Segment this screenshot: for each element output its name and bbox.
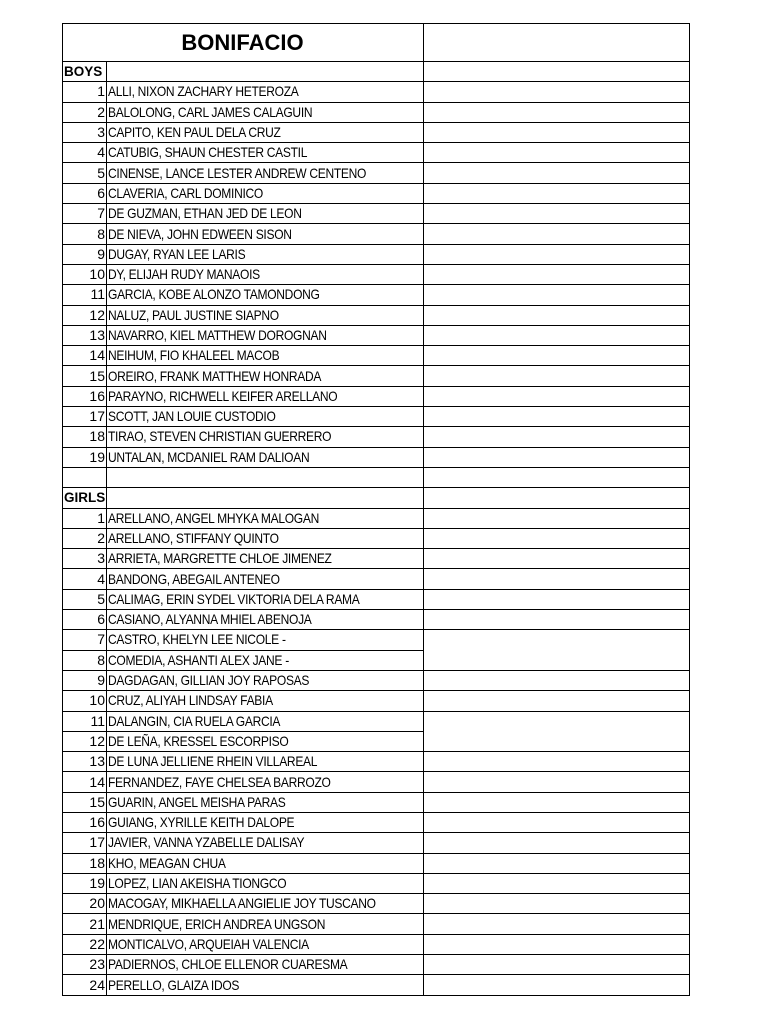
student-name: UNTALAN, MCDANIEL RAM DALIOAN [108,448,310,465]
student-name: PARAYNO, RICHWELL KEIFER ARELLANO [108,387,338,404]
table-row [63,143,690,163]
table-row [63,528,690,548]
row-number: 7 [63,630,107,650]
boys-label: BOYS [63,62,107,82]
student-name-cell [107,549,424,569]
row-number: 17 [63,833,107,853]
student-name-cell [107,102,424,122]
table-row [63,346,690,366]
row-number: 18 [63,427,107,447]
table-row [63,975,690,995]
row-number: 20 [63,894,107,914]
blank-cell [424,264,690,284]
row-number: 3 [63,549,107,569]
section-title: BONIFACIO [63,24,424,62]
blank-cell [424,975,690,995]
blank-cell [107,62,424,82]
student-name-cell [107,731,424,751]
row-number: 21 [63,914,107,934]
table-row [63,427,690,447]
blank-cell [424,204,690,224]
row-number: 15 [63,792,107,812]
table-row [63,711,690,731]
student-name: DE LEÑA, KRESSEL ESCORPISO [108,732,289,749]
row-number: 1 [63,82,107,102]
row-number: 4 [63,569,107,589]
student-name: DE GUZMAN, ETHAN JED DE LEON [108,205,302,222]
table-row [63,204,690,224]
student-name: NALUZ, PAUL JUSTINE SIAPNO [108,306,279,323]
row-number: 12 [63,731,107,751]
blank-cell [424,407,690,427]
table-row [63,224,690,244]
student-name: DAGDAGAN, GILLIAN JOY RAPOSAS [108,672,310,689]
blank-cell [424,670,690,690]
student-name-cell [107,610,424,630]
student-name-cell [107,975,424,995]
student-name-cell [107,792,424,812]
table-row [63,549,690,569]
row-number: 5 [63,589,107,609]
student-name-cell [107,691,424,711]
student-name: LOPEZ, LIAN AKEISHA TIONGCO [108,875,287,892]
row-number: 1 [63,508,107,528]
blank-cell [424,752,690,772]
table-row [63,914,690,934]
student-name-cell [107,224,424,244]
student-name: DE LUNA JELLIENE RHEIN VILLAREAL [108,753,318,770]
blank-cell [424,630,690,650]
table-row [63,670,690,690]
row-number: 19 [63,873,107,893]
table-row [63,183,690,203]
blank-cell [424,914,690,934]
blank-cell [424,711,690,731]
student-name-cell [107,914,424,934]
table-row [63,792,690,812]
boys-header-row [63,62,690,82]
blank-cell [424,386,690,406]
student-name-cell [107,183,424,203]
student-name: PERELLO, GLAIZA IDOS [108,976,240,993]
table-row [63,691,690,711]
girls-label: GIRLS [63,488,107,508]
spacer-row [63,467,690,487]
student-name-cell [107,853,424,873]
blank-cell [424,183,690,203]
row-number: 14 [63,772,107,792]
student-name-cell [107,122,424,142]
row-number: 9 [63,244,107,264]
student-name: NEIHUM, FIO KHALEEL MACOB [108,347,280,364]
table-row [63,752,690,772]
student-name: JAVIER, VANNA YZABELLE DALISAY [108,834,305,851]
student-name-cell [107,264,424,284]
blank-cell [424,610,690,630]
student-name-cell [107,589,424,609]
table-row [63,955,690,975]
table-row [63,366,690,386]
blank-cell [424,488,690,508]
student-name: DE NIEVA, JOHN EDWEEN SISON [108,225,292,242]
student-name: CAPITO, KEN PAUL DELA CRUZ [108,124,281,141]
table-row [63,894,690,914]
student-name-cell [107,143,424,163]
blank-cell [424,853,690,873]
student-name: GARCIA, KOBE ALONZO TAMONDONG [108,286,320,303]
row-number: 3 [63,122,107,142]
row-number: 15 [63,366,107,386]
student-name: MACOGAY, MIKHAELLA ANGIELIE JOY TUSCANO [108,895,376,912]
blank-cell [107,467,424,487]
row-number: 24 [63,975,107,995]
table-row [63,264,690,284]
blank-cell [424,143,690,163]
table-row [63,244,690,264]
table-row [63,305,690,325]
student-name: FERNANDEZ, FAYE CHELSEA BARROZO [108,773,331,790]
student-name: MENDRIQUE, ERICH ANDREA UNGSON [108,915,326,932]
blank-cell [424,82,690,102]
student-name: PADIERNOS, CHLOE ELLENOR CUARESMA [108,956,348,973]
title-row [63,24,690,62]
student-name-cell [107,427,424,447]
student-name: CASIANO, ALYANNA MHIEL ABENOJA [108,611,312,628]
row-number: 17 [63,407,107,427]
student-name: KHO, MEAGAN CHUA [108,854,226,871]
table-row [63,772,690,792]
blank-cell [424,549,690,569]
student-name: CALIMAG, ERIN SYDEL VIKTORIA DELA RAMA [108,590,360,607]
blank-cell [424,447,690,467]
student-name: BANDONG, ABEGAIL ANTENEO [108,570,280,587]
student-name-cell [107,650,424,670]
student-name-cell [107,711,424,731]
blank-cell [424,224,690,244]
row-number: 6 [63,183,107,203]
student-name: SCOTT, JAN LOUIE CUSTODIO [108,408,276,425]
row-number: 16 [63,812,107,832]
student-name: ARELLANO, STIFFANY QUINTO [108,529,279,546]
table-row [63,163,690,183]
student-name: BALOLONG, CARL JAMES CALAGUIN [108,103,313,120]
student-name: NAVARRO, KIEL MATTHEW DOROGNAN [108,327,327,343]
table-row [63,407,690,427]
table-row [63,650,690,670]
student-name-cell [107,386,424,406]
blank-cell [424,894,690,914]
student-name: GUARIN, ANGEL MEISHA PARAS [108,793,286,810]
student-name-cell [107,285,424,305]
blank-cell [424,102,690,122]
table-row [63,569,690,589]
row-number: 9 [63,670,107,690]
row-number: 23 [63,955,107,975]
class-list-sheet [62,23,689,996]
blank-cell [424,244,690,264]
row-number: 19 [63,447,107,467]
student-name: ARELLANO, ANGEL MHYKA MALOGAN [108,509,319,526]
blank-cell [424,528,690,548]
student-name-cell [107,670,424,690]
row-number: 5 [63,163,107,183]
student-name-cell [107,366,424,386]
student-name: ARRIETA, MARGRETTE CHLOE JIMENEZ [108,550,332,567]
student-name: DUGAY, RYAN LEE LARIS [108,245,246,262]
student-name-cell [107,447,424,467]
student-name-cell [107,873,424,893]
blank-cell [63,467,107,487]
row-number: 12 [63,305,107,325]
row-number: 13 [63,325,107,345]
student-name: MONTICALVO, ARQUEIAH VALENCIA [108,935,309,952]
blank-cell [424,285,690,305]
roster-body [63,24,690,996]
row-number: 2 [63,528,107,548]
blank-cell [424,508,690,528]
student-name: CATUBIG, SHAUN CHESTER CASTIL [108,144,308,161]
blank-cell [424,325,690,345]
blank-cell [424,833,690,853]
student-name: DALANGIN, CIA RUELA GARCIA [108,712,281,729]
row-number: 22 [63,934,107,954]
table-row [63,934,690,954]
student-roster-table [62,23,690,996]
student-name: CASTRO, KHELYN LEE NICOLE - [108,631,286,648]
student-name-cell [107,934,424,954]
student-name: CLAVERIA, CARL DOMINICO [108,184,263,201]
table-row [63,630,690,650]
row-number: 8 [63,650,107,670]
row-number: 6 [63,610,107,630]
row-number: 10 [63,264,107,284]
row-number: 11 [63,711,107,731]
student-name-cell [107,752,424,772]
table-row [63,508,690,528]
table-row [63,610,690,630]
blank-cell [424,812,690,832]
blank-cell [424,305,690,325]
row-number: 2 [63,102,107,122]
blank-cell [424,955,690,975]
student-name-cell [107,812,424,832]
student-name-cell [107,407,424,427]
student-name-cell [107,82,424,102]
row-number: 14 [63,346,107,366]
table-row [63,102,690,122]
student-name: ALLI, NIXON ZACHARY HETEROZA [108,83,299,100]
blank-cell [424,122,690,142]
student-name-cell [107,325,424,345]
table-row [63,122,690,142]
student-name-cell [107,305,424,325]
row-number: 10 [63,691,107,711]
student-name: OREIRO, FRANK MATTHEW HONRADA [108,367,322,384]
table-row [63,853,690,873]
student-name: CRUZ, ALIYAH LINDSAY FABIA [108,692,273,709]
blank-cell [424,934,690,954]
table-row [63,812,690,832]
blank-cell [424,792,690,812]
student-name-cell [107,630,424,650]
student-name-cell [107,528,424,548]
blank-cell [107,488,424,508]
blank-cell [424,691,690,711]
student-name-cell [107,244,424,264]
row-number: 18 [63,853,107,873]
student-name: CINENSE, LANCE LESTER ANDREW CENTENO [108,164,367,181]
row-number: 4 [63,143,107,163]
table-row [63,873,690,893]
table-row [63,386,690,406]
girls-header-row [63,488,690,508]
table-row [63,731,690,751]
blank-cell [424,873,690,893]
table-row [63,285,690,305]
blank-cell [424,650,690,670]
table-row [63,589,690,609]
student-name-cell [107,833,424,853]
student-name-cell [107,204,424,224]
student-name: COMEDIA, ASHANTI ALEX JANE - [108,651,289,668]
row-number: 13 [63,752,107,772]
blank-cell [424,772,690,792]
blank-cell [424,366,690,386]
row-number: 7 [63,204,107,224]
student-name: DY, ELIJAH RUDY MANAOIS [108,266,260,283]
student-name-cell [107,508,424,528]
student-name: TIRAO, STEVEN CHRISTIAN GUERRERO [108,428,332,445]
blank-cell [424,467,690,487]
table-row [63,325,690,345]
blank-cell [424,569,690,589]
student-name: GUIANG, XYRILLE KEITH DALOPE [108,814,295,831]
table-row [63,447,690,467]
student-name-cell [107,163,424,183]
row-number: 16 [63,386,107,406]
blank-cell [424,731,690,751]
blank-cell [424,24,690,62]
student-name-cell [107,955,424,975]
table-row [63,82,690,102]
row-number: 8 [63,224,107,244]
blank-cell [424,346,690,366]
student-name-cell [107,894,424,914]
blank-cell [424,62,690,82]
blank-cell [424,163,690,183]
student-name-cell [107,772,424,792]
table-row [63,833,690,853]
row-number: 11 [63,285,107,305]
blank-cell [424,589,690,609]
blank-cell [424,427,690,447]
student-name-cell [107,346,424,366]
student-name-cell [107,569,424,589]
